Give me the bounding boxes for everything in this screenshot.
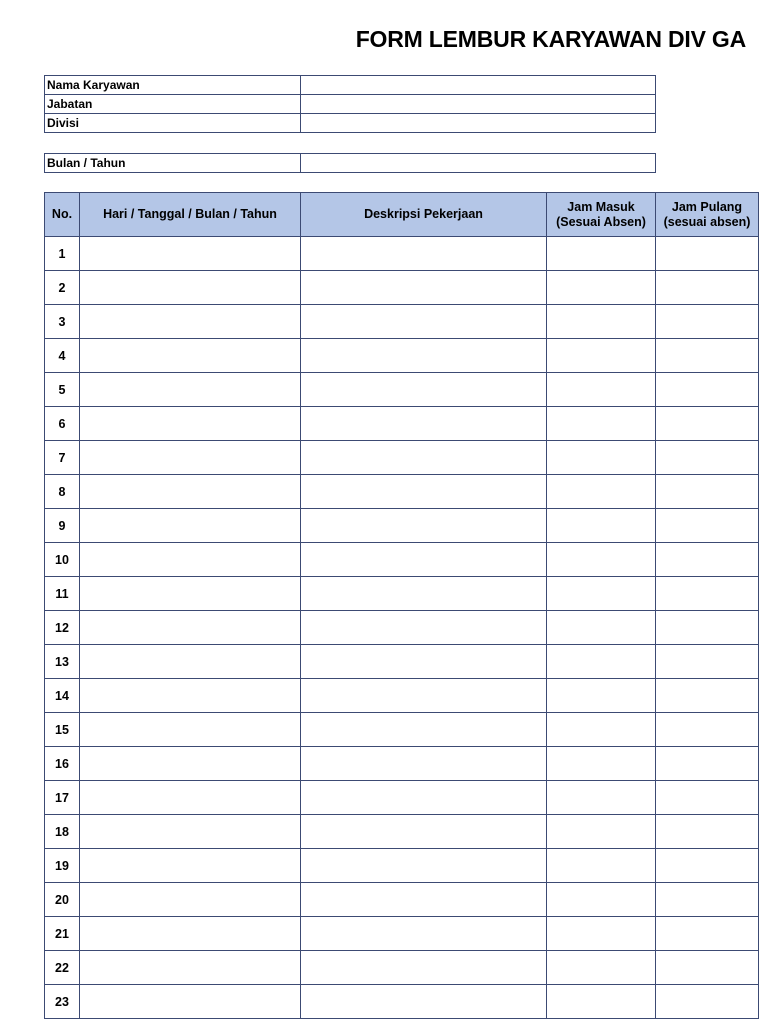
time-out-cell[interactable] bbox=[656, 985, 759, 1019]
table-row bbox=[45, 237, 759, 271]
time-out-cell[interactable] bbox=[656, 883, 759, 917]
table-row bbox=[45, 407, 759, 441]
row-number: 23 bbox=[45, 985, 80, 1019]
time-in-cell[interactable] bbox=[547, 543, 656, 577]
time-in-cell[interactable] bbox=[547, 917, 656, 951]
description-cell[interactable] bbox=[301, 883, 547, 917]
table-row bbox=[45, 645, 759, 679]
time-in-cell[interactable] bbox=[547, 815, 656, 849]
column-header-description: Deskripsi Pekerjaan bbox=[301, 193, 547, 237]
time-out-cell[interactable] bbox=[656, 441, 759, 475]
row-number: 15 bbox=[45, 713, 80, 747]
time-out-cell[interactable] bbox=[656, 475, 759, 509]
description-cell[interactable] bbox=[301, 339, 547, 373]
overtime-table-body bbox=[45, 237, 759, 1019]
table-row bbox=[45, 951, 759, 985]
row-number: 19 bbox=[45, 849, 80, 883]
time-in-cell[interactable] bbox=[547, 509, 656, 543]
time-in-cell[interactable] bbox=[547, 475, 656, 509]
time-out-cell[interactable] bbox=[656, 611, 759, 645]
time-out-cell[interactable] bbox=[656, 237, 759, 271]
period-label: Bulan / Tahun bbox=[45, 154, 301, 173]
row-number: 2 bbox=[45, 271, 80, 305]
table-row bbox=[45, 339, 759, 373]
date-cell[interactable] bbox=[80, 815, 301, 849]
date-cell[interactable] bbox=[80, 781, 301, 815]
row-number: 20 bbox=[45, 883, 80, 917]
time-out-cell[interactable] bbox=[656, 577, 759, 611]
row-number: 18 bbox=[45, 815, 80, 849]
row-number: 17 bbox=[45, 781, 80, 815]
time-out-cell[interactable] bbox=[656, 543, 759, 577]
time-in-cell[interactable] bbox=[547, 373, 656, 407]
column-header-date: Hari / Tanggal / Bulan / Tahun bbox=[80, 193, 301, 237]
description-cell[interactable] bbox=[301, 611, 547, 645]
position-row bbox=[45, 95, 656, 114]
description-cell[interactable] bbox=[301, 679, 547, 713]
description-cell[interactable] bbox=[301, 305, 547, 339]
time-out-cell[interactable] bbox=[656, 713, 759, 747]
date-cell[interactable] bbox=[80, 475, 301, 509]
date-cell[interactable] bbox=[80, 951, 301, 985]
period-row bbox=[45, 154, 656, 173]
table-row bbox=[45, 917, 759, 951]
table-row bbox=[45, 611, 759, 645]
employee-name-label: Nama Karyawan bbox=[45, 76, 301, 95]
table-row bbox=[45, 441, 759, 475]
time-in-cell[interactable] bbox=[547, 679, 656, 713]
time-in-cell[interactable] bbox=[547, 747, 656, 781]
description-cell[interactable] bbox=[301, 577, 547, 611]
description-cell[interactable] bbox=[301, 985, 547, 1019]
table-row bbox=[45, 577, 759, 611]
table-row bbox=[45, 883, 759, 917]
row-number: 6 bbox=[45, 407, 80, 441]
table-row bbox=[45, 305, 759, 339]
period-table bbox=[44, 153, 656, 173]
division-row bbox=[45, 114, 656, 133]
overtime-table bbox=[44, 192, 759, 1019]
description-cell[interactable] bbox=[301, 373, 547, 407]
row-number: 13 bbox=[45, 645, 80, 679]
time-out-cell[interactable] bbox=[656, 373, 759, 407]
period-field[interactable] bbox=[301, 154, 656, 173]
position-field[interactable] bbox=[301, 95, 656, 114]
time-in-cell[interactable] bbox=[547, 645, 656, 679]
row-number: 1 bbox=[45, 237, 80, 271]
description-cell[interactable] bbox=[301, 407, 547, 441]
table-row bbox=[45, 271, 759, 305]
description-cell[interactable] bbox=[301, 441, 547, 475]
description-cell[interactable] bbox=[301, 917, 547, 951]
table-row bbox=[45, 849, 759, 883]
date-cell[interactable] bbox=[80, 237, 301, 271]
time-out-cell[interactable] bbox=[656, 815, 759, 849]
row-number: 16 bbox=[45, 747, 80, 781]
division-field[interactable] bbox=[301, 114, 656, 133]
date-cell[interactable] bbox=[80, 305, 301, 339]
time-in-cell[interactable] bbox=[547, 577, 656, 611]
time-out-cell[interactable] bbox=[656, 339, 759, 373]
row-number: 10 bbox=[45, 543, 80, 577]
row-number: 4 bbox=[45, 339, 80, 373]
time-in-cell[interactable] bbox=[547, 713, 656, 747]
time-out-cell[interactable] bbox=[656, 509, 759, 543]
date-cell[interactable] bbox=[80, 747, 301, 781]
column-header-time-in: Jam Masuk (Sesuai Absen) bbox=[547, 193, 656, 237]
table-row bbox=[45, 713, 759, 747]
date-cell[interactable] bbox=[80, 883, 301, 917]
date-cell[interactable] bbox=[80, 339, 301, 373]
row-number: 22 bbox=[45, 951, 80, 985]
description-cell[interactable] bbox=[301, 713, 547, 747]
employee-name-row bbox=[45, 76, 656, 95]
date-cell[interactable] bbox=[80, 679, 301, 713]
time-out-cell[interactable] bbox=[656, 849, 759, 883]
description-cell[interactable] bbox=[301, 237, 547, 271]
description-cell[interactable] bbox=[301, 747, 547, 781]
date-cell[interactable] bbox=[80, 543, 301, 577]
position-label: Jabatan bbox=[45, 95, 301, 114]
overtime-table-header bbox=[45, 193, 759, 237]
employee-info-table bbox=[44, 75, 656, 133]
time-in-cell[interactable] bbox=[547, 305, 656, 339]
row-number: 8 bbox=[45, 475, 80, 509]
time-in-cell[interactable] bbox=[547, 985, 656, 1019]
date-cell[interactable] bbox=[80, 577, 301, 611]
column-header-number: No. bbox=[45, 193, 80, 237]
time-out-cell[interactable] bbox=[656, 679, 759, 713]
date-cell[interactable] bbox=[80, 441, 301, 475]
description-cell[interactable] bbox=[301, 475, 547, 509]
time-out-cell[interactable] bbox=[656, 305, 759, 339]
time-in-cell[interactable] bbox=[547, 339, 656, 373]
description-cell[interactable] bbox=[301, 951, 547, 985]
date-cell[interactable] bbox=[80, 849, 301, 883]
date-cell[interactable] bbox=[80, 917, 301, 951]
table-row bbox=[45, 679, 759, 713]
table-row bbox=[45, 373, 759, 407]
table-row bbox=[45, 815, 759, 849]
time-in-cell[interactable] bbox=[547, 849, 656, 883]
time-in-cell[interactable] bbox=[547, 951, 656, 985]
time-out-cell[interactable] bbox=[656, 271, 759, 305]
description-cell[interactable] bbox=[301, 645, 547, 679]
row-number: 14 bbox=[45, 679, 80, 713]
time-out-cell[interactable] bbox=[656, 951, 759, 985]
column-header-time-out: Jam Pulang (sesuai absen) bbox=[656, 193, 759, 237]
time-in-cell[interactable] bbox=[547, 271, 656, 305]
description-cell[interactable] bbox=[301, 781, 547, 815]
time-out-cell[interactable] bbox=[656, 917, 759, 951]
table-row bbox=[45, 543, 759, 577]
date-cell[interactable] bbox=[80, 407, 301, 441]
form-title: FORM LEMBUR KARYAWAN DIV GA bbox=[355, 26, 746, 52]
row-number: 3 bbox=[45, 305, 80, 339]
date-cell[interactable] bbox=[80, 985, 301, 1019]
time-out-cell[interactable] bbox=[656, 645, 759, 679]
row-number: 12 bbox=[45, 611, 80, 645]
table-row bbox=[45, 985, 759, 1019]
time-out-cell[interactable] bbox=[656, 407, 759, 441]
date-cell[interactable] bbox=[80, 713, 301, 747]
time-in-cell[interactable] bbox=[547, 407, 656, 441]
date-cell[interactable] bbox=[80, 373, 301, 407]
row-number: 9 bbox=[45, 509, 80, 543]
description-cell[interactable] bbox=[301, 509, 547, 543]
time-in-cell[interactable] bbox=[547, 611, 656, 645]
description-cell[interactable] bbox=[301, 849, 547, 883]
time-in-cell[interactable] bbox=[547, 781, 656, 815]
row-number: 7 bbox=[45, 441, 80, 475]
date-cell[interactable] bbox=[80, 509, 301, 543]
row-number: 11 bbox=[45, 577, 80, 611]
employee-name-field[interactable] bbox=[301, 76, 656, 95]
division-label: Divisi bbox=[45, 114, 301, 133]
table-row bbox=[45, 781, 759, 815]
row-number: 21 bbox=[45, 917, 80, 951]
date-cell[interactable] bbox=[80, 645, 301, 679]
description-cell[interactable] bbox=[301, 543, 547, 577]
time-in-cell[interactable] bbox=[547, 441, 656, 475]
time-in-cell[interactable] bbox=[547, 237, 656, 271]
time-in-cell[interactable] bbox=[547, 883, 656, 917]
table-row bbox=[45, 509, 759, 543]
table-row bbox=[45, 475, 759, 509]
row-number: 5 bbox=[45, 373, 80, 407]
table-row bbox=[45, 747, 759, 781]
date-cell[interactable] bbox=[80, 271, 301, 305]
description-cell[interactable] bbox=[301, 271, 547, 305]
description-cell[interactable] bbox=[301, 815, 547, 849]
time-out-cell[interactable] bbox=[656, 781, 759, 815]
date-cell[interactable] bbox=[80, 611, 301, 645]
time-out-cell[interactable] bbox=[656, 747, 759, 781]
